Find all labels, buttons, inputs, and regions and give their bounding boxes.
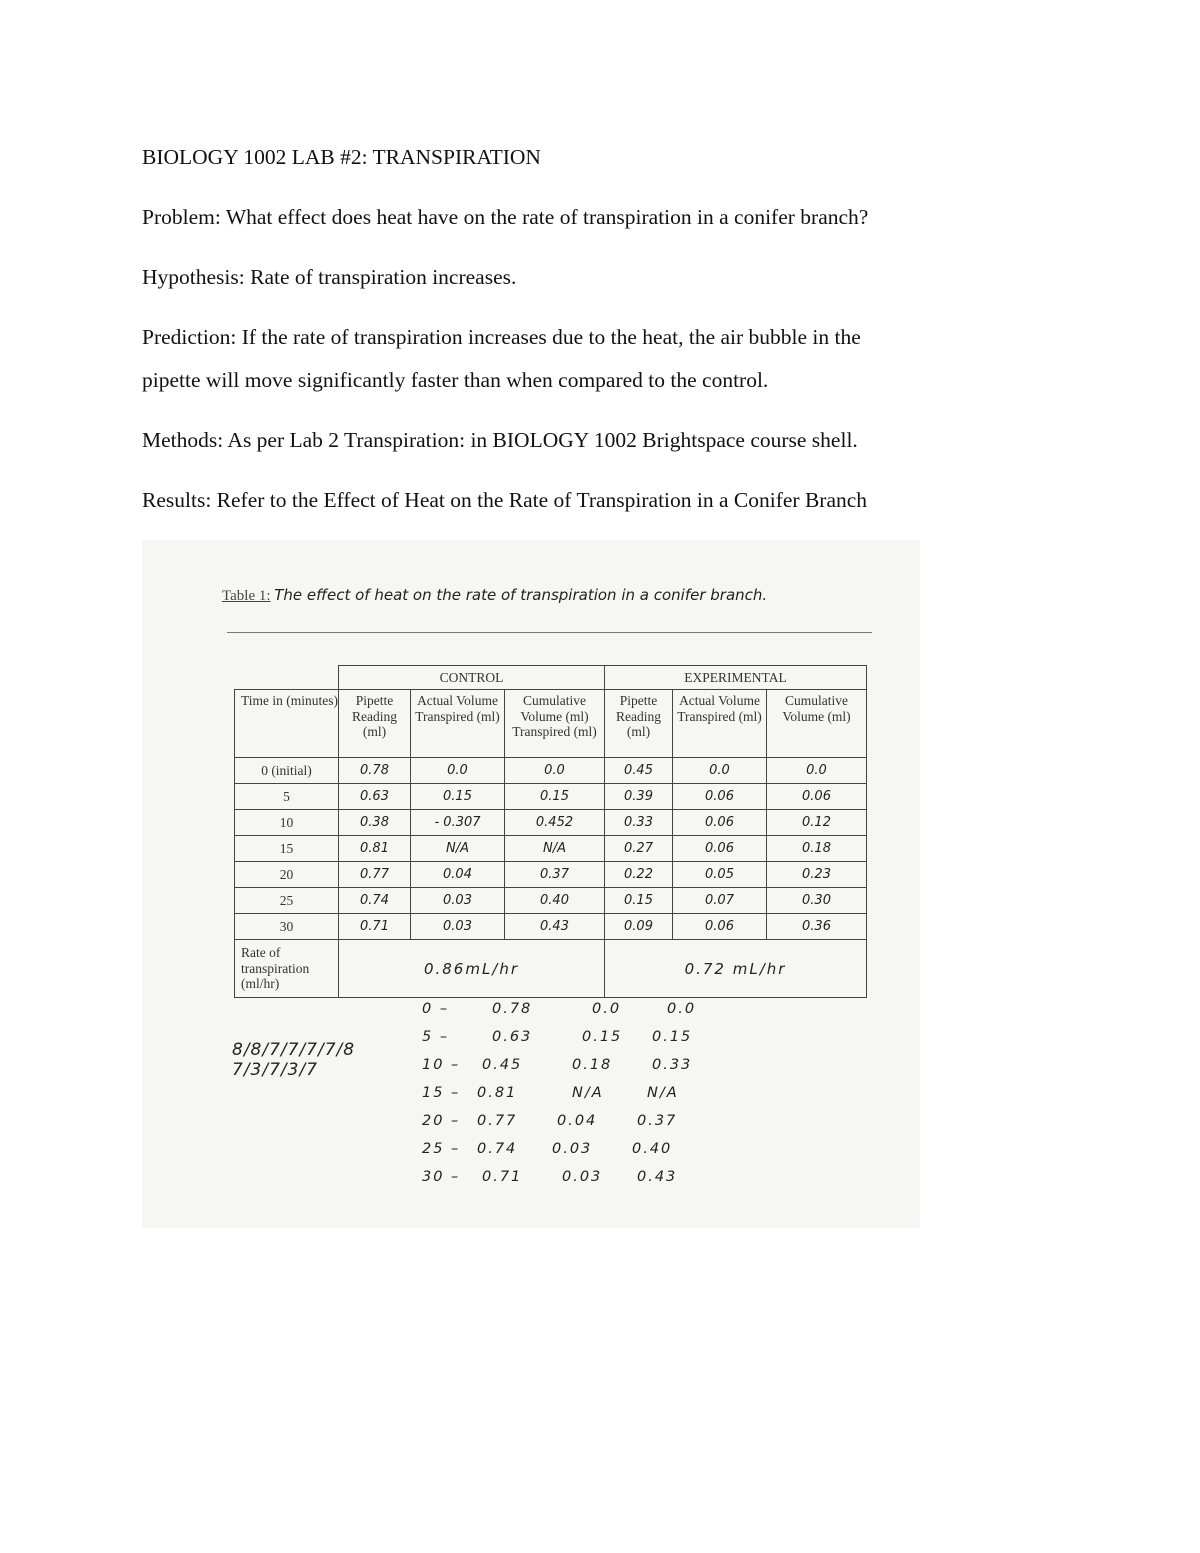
cell-e-cum: 0.23 <box>767 862 867 888</box>
note-time: 30 – <box>422 1169 461 1185</box>
cell-c-pipette: 0.81 <box>339 836 411 862</box>
cell-c-actual: 0.03 <box>411 914 505 940</box>
header-exp-actual: Actual Volume Transpired (ml) <box>673 690 767 758</box>
cell-time: 0 (initial) <box>235 758 339 784</box>
group-experimental: EXPERIMENTAL <box>605 666 867 690</box>
cell-c-cum: 0.452 <box>505 810 605 836</box>
cell-c-cum: 0.15 <box>505 784 605 810</box>
cell-c-cum: 0.0 <box>505 758 605 784</box>
table-caption <box>222 586 767 605</box>
note-cum: 0.0 <box>667 1001 697 1017</box>
page-title: BIOLOGY 1002 LAB #2: TRANSPIRATION <box>142 145 541 169</box>
caption-rule <box>227 632 872 633</box>
cell-e-pipette: 0.33 <box>605 810 673 836</box>
cell-c-actual: 0.03 <box>411 888 505 914</box>
note-actual: 0.15 <box>582 1029 623 1045</box>
note-actual: 0.18 <box>572 1057 613 1073</box>
cell-time: 30 <box>235 914 339 940</box>
rate-control: 0.86mL/hr <box>339 940 605 998</box>
cell-c-actual: - 0.307 <box>411 810 505 836</box>
prediction-text-line-1: Prediction: If the rate of transpiration increases due to the heat, the air bubble in the <box>142 325 861 349</box>
note-cum: 0.40 <box>632 1141 673 1157</box>
cell-e-pipette: 0.09 <box>605 914 673 940</box>
cell-c-pipette: 0.78 <box>339 758 411 784</box>
cell-e-cum: 0.30 <box>767 888 867 914</box>
header-control-pipette: Pipette Reading (ml) <box>339 690 411 758</box>
note-actual: N/A <box>572 1085 604 1101</box>
cell-c-cum: 0.37 <box>505 862 605 888</box>
header-time: Time in (minutes) <box>235 690 339 758</box>
header-control-actual: Actual Volume Transpired (ml) <box>411 690 505 758</box>
cell-e-actual: 0.06 <box>673 784 767 810</box>
note-pipette: 0.63 <box>492 1029 533 1045</box>
cell-c-pipette: 0.63 <box>339 784 411 810</box>
cell-time: 20 <box>235 862 339 888</box>
rate-experimental: 0.72 mL/hr <box>605 940 867 998</box>
header-exp-cumulative: Cumulative Volume (ml) <box>767 690 867 758</box>
cell-e-actual: 0.05 <box>673 862 767 888</box>
results-text: Results: Refer to the Effect of Heat on the Rate of Transpiration in a Conifer Branch <box>142 488 868 512</box>
note-pipette: 0.77 <box>477 1113 518 1129</box>
rate-label: Rate of transpiration (ml/hr) <box>235 940 339 998</box>
cell-c-actual: N/A <box>411 836 505 862</box>
methods-text: Methods: As per Lab 2 Transpiration: in BIOLOGY 1002 Brightspace course shell. <box>142 428 858 452</box>
table-row <box>235 810 867 836</box>
cell-e-actual: 0.0 <box>673 758 767 784</box>
problem-text: Problem: What effect does heat have on the rate of transpiration in a conifer branch? <box>142 205 869 229</box>
hypothesis-text: Hypothesis: Rate of transpiration increases. <box>142 265 517 289</box>
cell-e-pipette: 0.45 <box>605 758 673 784</box>
note-time: 5 – <box>422 1029 450 1045</box>
note-cum: 0.33 <box>652 1057 693 1073</box>
note-time: 0 – <box>422 1001 450 1017</box>
cell-e-actual: 0.06 <box>673 810 767 836</box>
table-row <box>235 914 867 940</box>
cell-e-cum: 0.18 <box>767 836 867 862</box>
cell-c-actual: 0.04 <box>411 862 505 888</box>
transpiration-table <box>234 665 867 998</box>
note-time: 10 – <box>422 1057 461 1073</box>
cell-e-cum: 0.36 <box>767 914 867 940</box>
cell-time: 25 <box>235 888 339 914</box>
table-row <box>235 888 867 914</box>
note-time: 20 – <box>422 1113 461 1129</box>
cell-e-actual: 0.07 <box>673 888 767 914</box>
cell-time: 5 <box>235 784 339 810</box>
table-row <box>235 784 867 810</box>
cell-c-pipette: 0.77 <box>339 862 411 888</box>
header-exp-pipette: Pipette Reading (ml) <box>605 690 673 758</box>
cell-e-cum: 0.06 <box>767 784 867 810</box>
tally-top: 8/8/7/7/7/7/8 <box>232 1040 356 1060</box>
table-row <box>235 758 867 784</box>
cell-e-cum: 0.12 <box>767 810 867 836</box>
cell-c-pipette: 0.38 <box>339 810 411 836</box>
scanned-table-image <box>142 540 920 1228</box>
note-actual: 0.04 <box>557 1113 598 1129</box>
cell-time: 15 <box>235 836 339 862</box>
cell-c-cum: 0.43 <box>505 914 605 940</box>
note-pipette: 0.45 <box>482 1057 523 1073</box>
note-time: 15 – <box>422 1085 461 1101</box>
prediction-text-line-2: pipette will move significantly faster than when compared to the control. <box>142 368 769 392</box>
table-row <box>235 862 867 888</box>
cell-c-pipette: 0.71 <box>339 914 411 940</box>
header-control-cumulative: Cumulative Volume (ml) Transpired (ml) <box>505 690 605 758</box>
table-row <box>235 836 867 862</box>
tally-bottom: 7/3/7/3/7 <box>232 1060 318 1081</box>
note-pipette: 0.71 <box>482 1169 523 1185</box>
note-pipette: 0.78 <box>492 1001 533 1017</box>
table-corner <box>235 666 339 690</box>
handwritten-tally <box>232 1040 355 1081</box>
note-actual: 0.03 <box>552 1141 593 1157</box>
cell-c-actual: 0.15 <box>411 784 505 810</box>
table-caption-text: The effect of heat on the rate of transpiration in a conifer branch. <box>274 586 768 604</box>
note-cum: 0.15 <box>652 1029 693 1045</box>
cell-e-pipette: 0.27 <box>605 836 673 862</box>
table-body <box>235 758 867 940</box>
cell-e-pipette: 0.22 <box>605 862 673 888</box>
cell-c-cum: N/A <box>505 836 605 862</box>
cell-e-pipette: 0.39 <box>605 784 673 810</box>
note-cum: 0.43 <box>637 1169 678 1185</box>
note-actual: 0.03 <box>562 1169 603 1185</box>
note-pipette: 0.81 <box>477 1085 518 1101</box>
note-cum: 0.37 <box>637 1113 678 1129</box>
cell-e-cum: 0.0 <box>767 758 867 784</box>
note-actual: 0.0 <box>592 1001 622 1017</box>
note-pipette: 0.74 <box>477 1141 518 1157</box>
cell-c-pipette: 0.74 <box>339 888 411 914</box>
note-cum: N/A <box>647 1085 679 1101</box>
cell-c-actual: 0.0 <box>411 758 505 784</box>
note-time: 25 – <box>422 1141 461 1157</box>
cell-e-pipette: 0.15 <box>605 888 673 914</box>
cell-e-actual: 0.06 <box>673 914 767 940</box>
cell-e-actual: 0.06 <box>673 836 767 862</box>
group-control: CONTROL <box>339 666 605 690</box>
cell-c-cum: 0.40 <box>505 888 605 914</box>
cell-time: 10 <box>235 810 339 836</box>
table-caption-label: Table 1: <box>222 588 271 604</box>
